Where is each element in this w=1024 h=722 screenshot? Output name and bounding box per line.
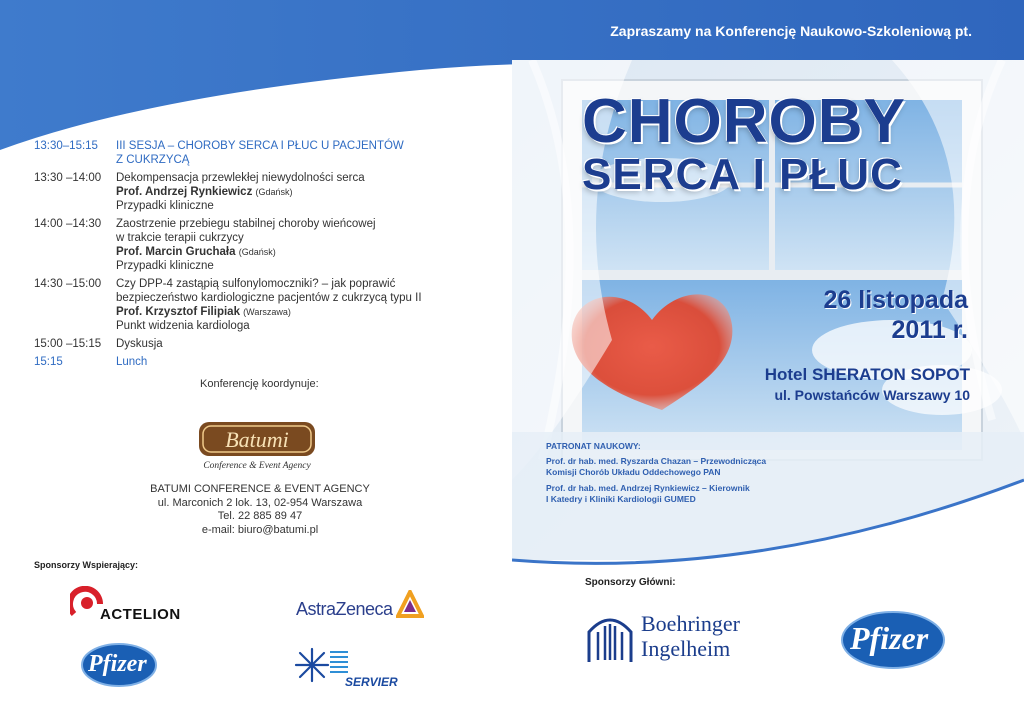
- scientific-patronage: [546, 441, 766, 506]
- talk-topic-line1: Zaostrzenie przebiegu stabilnej choroby wieńcowej: [116, 218, 376, 230]
- boehringer-logo-line1: Boehringer: [641, 611, 740, 636]
- actelion-logo: ACTELION: [100, 606, 181, 623]
- talk-speaker: Prof. Andrzej Rynkiewicz: [116, 186, 253, 198]
- boehringer-logo-line2: Ingelheim: [641, 636, 731, 661]
- schedule-row: [34, 171, 474, 213]
- schedule-row: [34, 337, 474, 351]
- batumi-logo-sub: Conference & Event Agency: [203, 461, 311, 471]
- talk-topic-line2: w trakcie terapii cukrzycy: [116, 232, 244, 244]
- pfizer-logo-small-text: Pfizer: [88, 651, 147, 677]
- title-line2: SERCA I PŁUC: [582, 150, 903, 199]
- patron-1-line1: Prof. dr hab. med. Ryszarda Chazan – Przewodnicząca: [546, 455, 767, 466]
- event-hotel: Hotel SHERATON SOPOT: [764, 365, 970, 384]
- patronage-heading: PATRONAT NAUKOWY:: [546, 441, 641, 451]
- program-schedule: [34, 139, 474, 373]
- speaker-city: (Gdańsk): [255, 187, 293, 197]
- agency-contact: [120, 483, 400, 537]
- coordination-label: Konferencję koordynuje:: [200, 378, 319, 390]
- schedule-row: [34, 277, 474, 333]
- talk-note: Przypadki kliniczne: [116, 200, 214, 212]
- patron-2-line1: Prof. dr hab. med. Andrzej Rynkiewicz – Kierownik: [546, 482, 750, 493]
- astrazeneca-logo: AstraZeneca: [296, 599, 393, 619]
- agency-name: BATUMI CONFERENCE & EVENT AGENCY: [150, 483, 370, 495]
- talk-time: 14:30 –15:00: [34, 278, 102, 290]
- invitation-text: Zapraszamy na Konferencję Naukowo-Szkoleniową pt.: [610, 23, 972, 39]
- talk-time: 13:30 –14:00: [34, 172, 102, 184]
- talk-note: Punkt widzenia kardiologa: [116, 320, 250, 332]
- event-address: ul. Powstańców Warszawy 10: [774, 387, 970, 403]
- patron-2-line2: I Katedry i Kliniki Kardiologii GUMED: [546, 494, 696, 504]
- agency-address: ul. Marconich 2 lok. 13, 02-954 Warszawa: [157, 496, 363, 509]
- agency-phone: Tel. 22 885 89 47: [217, 510, 303, 522]
- session-title-line1: III SESJA – CHOROBY SERCA I PŁUC U PACJENTÓW: [116, 140, 404, 152]
- lunch-time: 15:15: [34, 356, 63, 368]
- talk-speaker: Prof. Krzysztof Filipiak: [116, 306, 240, 318]
- actelion-mark-icon: [70, 586, 104, 620]
- batumi-logo-word: Batumi: [225, 427, 289, 452]
- session-time: 13:30–15:15: [34, 140, 98, 152]
- batumi-logo: [195, 418, 320, 474]
- speaker-city: (Gdańsk): [238, 247, 276, 257]
- talk-time: 14:00 –14:30: [34, 218, 102, 230]
- lunch-label: Lunch: [116, 356, 148, 368]
- talk-time: 15:00 –15:15: [34, 338, 102, 350]
- event-date-day: 26 listopada: [823, 286, 968, 314]
- main-sponsors-label: Sponsorzy Główni:: [585, 577, 676, 588]
- schedule-row-lunch: [34, 355, 474, 369]
- servier-mark-icon: [290, 645, 350, 685]
- session-title-line2: Z CUKRZYCĄ: [116, 154, 190, 166]
- event-date-year: 2011 r.: [891, 316, 968, 344]
- speaker-city: (Warszawa): [243, 307, 291, 317]
- astrazeneca-mark-icon: [396, 590, 424, 618]
- boehringer-mark-icon: [585, 612, 635, 664]
- talk-speaker: Prof. Marcin Gruchała: [116, 246, 236, 258]
- talk-topic-line1: Czy DPP-4 zastąpią sulfonylomoczniki? – jak poprawić: [116, 278, 396, 290]
- talk-topic: Dyskusja: [116, 338, 163, 350]
- talk-note: Przypadki kliniczne: [116, 260, 214, 272]
- boehringer-logo: [641, 611, 740, 661]
- title-line1: CHOROBY: [582, 87, 906, 156]
- talk-topic-line2: bezpieczeństwo kardiologiczne pacjentów z cukrzycą typu II: [116, 292, 422, 304]
- supporting-sponsors-label: Sponsorzy Wspierający:: [34, 560, 139, 570]
- talk-topic: Dekompensacja przewlekłej niewydolności serca: [116, 172, 365, 184]
- pfizer-logo-large-text: Pfizer: [850, 620, 929, 656]
- schedule-row-session: [34, 139, 474, 167]
- patron-1-line2: Komisji Chorób Układu Oddechowego PAN: [546, 467, 721, 477]
- agency-email: e-mail: biuro@batumi.pl: [201, 523, 319, 536]
- schedule-row: [34, 217, 474, 273]
- servier-logo: SERVIER: [345, 675, 398, 689]
